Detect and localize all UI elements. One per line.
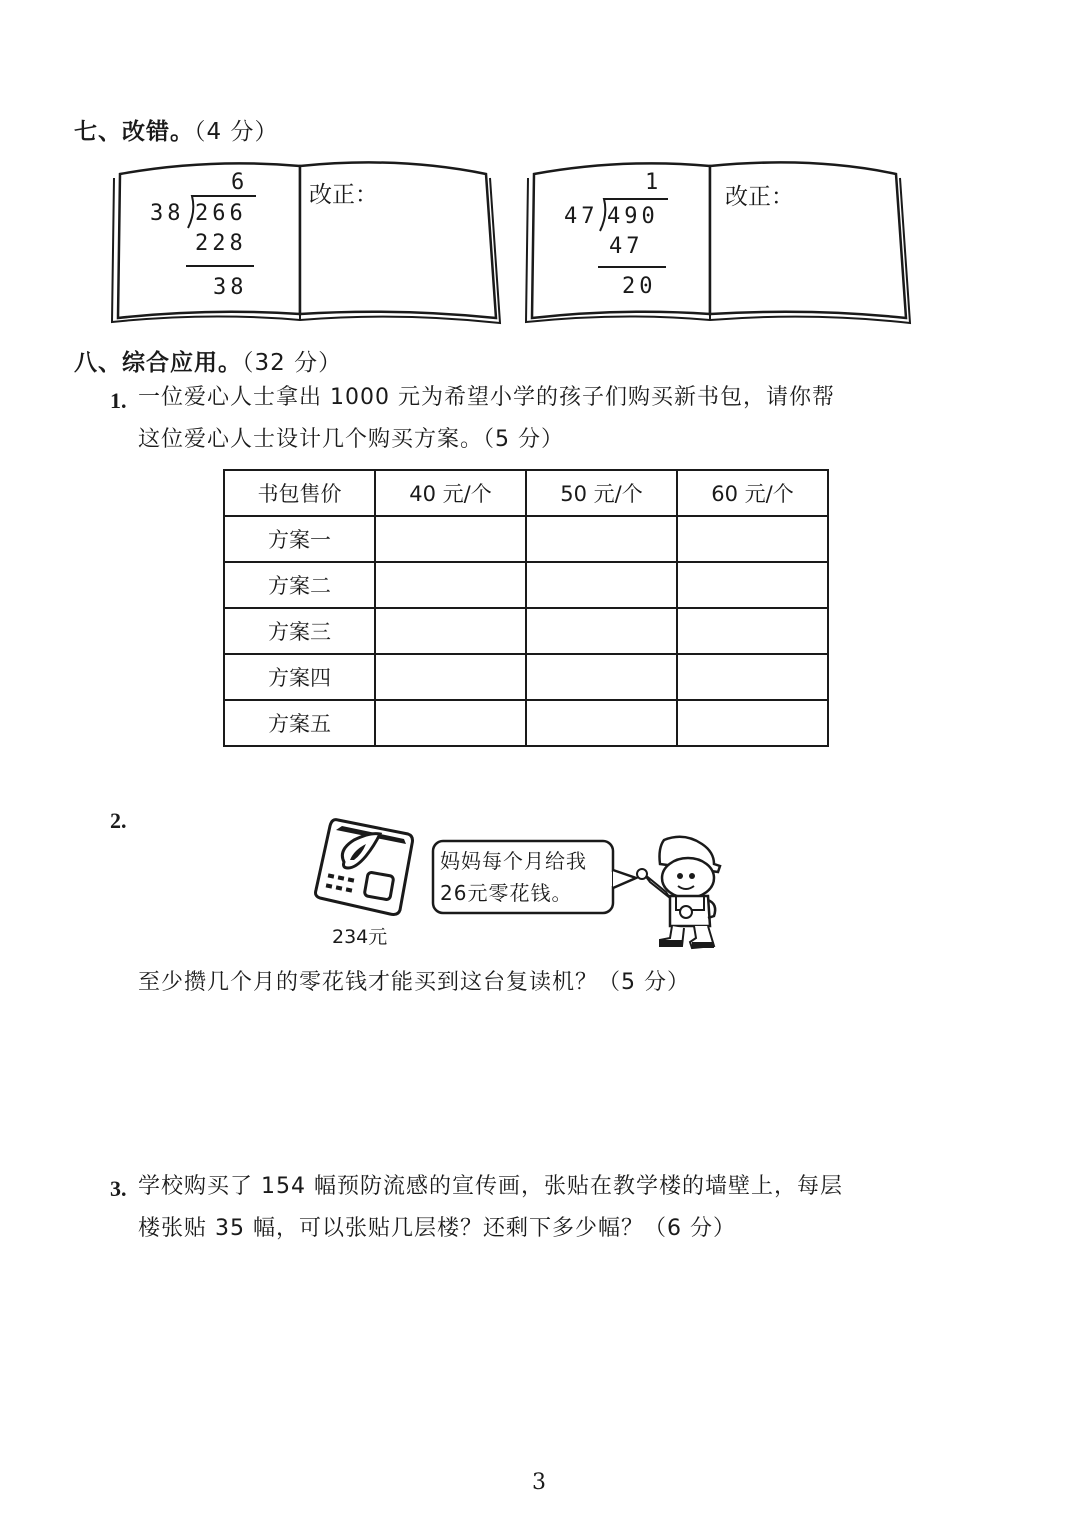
answer-cell[interactable] [526, 608, 677, 654]
table-row [224, 516, 828, 562]
book2-remainder: 20 [622, 274, 657, 299]
plan-label: 方案三 [224, 608, 375, 654]
open-book-2 [522, 158, 916, 328]
answer-cell[interactable] [526, 654, 677, 700]
answer-cell[interactable] [677, 562, 828, 608]
section-8-title: 八、综合应用。 [74, 350, 242, 376]
book2-quotient: 1 [645, 170, 663, 195]
table-row [224, 654, 828, 700]
answer-cell[interactable] [526, 516, 677, 562]
book1-quotient: 6 [231, 170, 249, 195]
bubble-line2: 26元零花钱。 [440, 881, 573, 905]
answer-cell[interactable] [677, 700, 828, 746]
table-header-cell: 40 元/个 [375, 470, 526, 516]
q2-question: 至少攒几个月的零花钱才能买到这台复读机？（5 分） [138, 970, 690, 995]
price-plan-table [223, 469, 829, 747]
section-7-heading [74, 113, 278, 146]
answer-cell[interactable] [375, 700, 526, 746]
book1-subtraction-line [186, 265, 254, 267]
q3-number: 3. [110, 1176, 127, 1201]
book2-dividend: 490 [607, 204, 659, 229]
q1-line1: 一位爱心人士拿出 1000 元为希望小学的孩子们购买新书包，请你帮 [138, 385, 835, 410]
book2-subtraction-line [598, 266, 666, 268]
table-row [224, 562, 828, 608]
plan-label: 方案二 [224, 562, 375, 608]
q1-line2: 这位爱心人士设计几个购买方案。（5 分） [138, 427, 564, 452]
plan-label: 方案五 [224, 700, 375, 746]
q3-line2: 楼张贴 35 幅，可以张贴几层楼？还剩下多少幅？（6 分） [138, 1216, 736, 1241]
answer-cell[interactable] [375, 516, 526, 562]
book2-product: 47 [609, 234, 644, 259]
table-row [224, 700, 828, 746]
answer-cell[interactable] [375, 654, 526, 700]
answer-cell[interactable] [375, 562, 526, 608]
answer-cell[interactable] [375, 608, 526, 654]
section-7-points: （4 分） [194, 119, 279, 145]
answer-cell[interactable] [677, 608, 828, 654]
table-header-row [224, 470, 828, 516]
bubble-line1: 妈妈每个月给我 [440, 849, 587, 873]
price-label: 234元 [332, 926, 388, 948]
boy-cartoon-icon [630, 830, 730, 950]
q1-number: 1. [110, 388, 127, 413]
answer-cell[interactable] [677, 516, 828, 562]
book1-product: 228 [195, 231, 247, 256]
table-header-cell: 50 元/个 [526, 470, 677, 516]
answer-cell[interactable] [526, 562, 677, 608]
plan-label: 方案一 [224, 516, 375, 562]
book1-divisor: 38 [150, 201, 185, 226]
plan-label: 方案四 [224, 654, 375, 700]
repeater-machine-icon [308, 812, 418, 922]
section-7-title: 七、改错。 [74, 119, 194, 145]
book2-divisor: 47 [564, 204, 599, 229]
answer-cell[interactable] [677, 654, 828, 700]
table-row [224, 608, 828, 654]
q3-line1: 学校购买了 154 幅预防流感的宣传画，张贴在教学楼的墙壁上，每层 [138, 1174, 843, 1199]
q2-number: 2. [110, 808, 127, 833]
book2-correction-label: 改正： [725, 184, 794, 210]
section-8-heading [74, 344, 342, 377]
table-header-cell: 60 元/个 [677, 470, 828, 516]
book1-remainder: 38 [213, 275, 248, 300]
page-number: 3 [532, 1470, 546, 1495]
answer-cell[interactable] [526, 700, 677, 746]
book1-dividend: 266 [195, 201, 247, 226]
open-book-1 [108, 158, 508, 328]
table-header-cell: 书包售价 [224, 470, 375, 516]
section-8-points: （32 分） [242, 350, 343, 376]
book1-correction-label: 改正： [309, 182, 378, 208]
